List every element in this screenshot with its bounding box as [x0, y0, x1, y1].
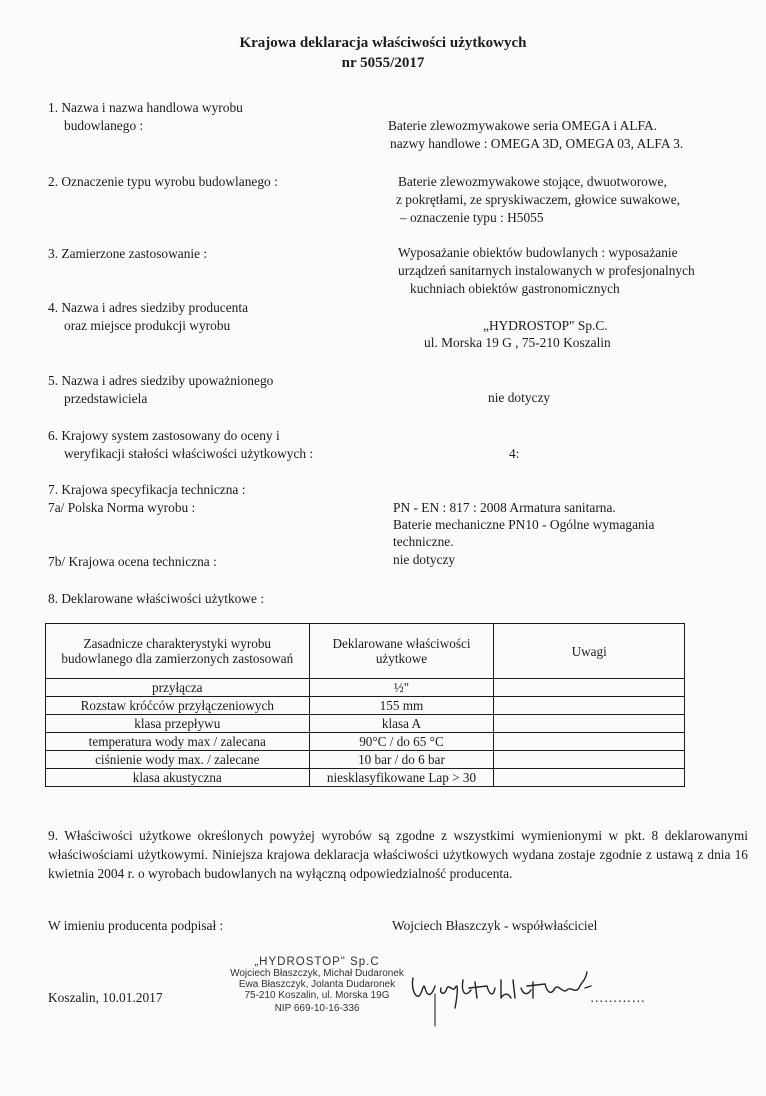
item-4-label-line2: oraz miejsce produkcji wyrobu: [64, 318, 231, 333]
row-value: 155 mm: [309, 697, 494, 715]
item-7a-label: 7a/ Polska Norma wyrobu :: [48, 500, 196, 515]
item-3-value-line1: Wyposażanie obiektów budowlanych : wyposażanie: [398, 245, 678, 260]
item-3-label: 3. Zamierzone zastosowanie :: [48, 246, 208, 261]
handwritten-signature: [405, 958, 605, 1028]
document-title: Krajowa deklaracja właściwości użytkowych: [239, 35, 527, 51]
item-5-value: nie dotyczy: [488, 390, 551, 405]
item-4-label-line1: 4. Nazwa i adres siedziby producenta: [48, 300, 249, 315]
row-note: [494, 679, 685, 697]
row-note: [494, 769, 685, 787]
properties-table: [45, 623, 685, 787]
item-5-label-line1: 5. Nazwa i adres siedziby upoważnionego: [48, 373, 274, 388]
item-6-value: 4:: [509, 446, 520, 461]
table-row: [46, 715, 685, 733]
item-6-label-line2: weryfikacji stałości właściwości użytkowych :: [64, 446, 314, 461]
row-note: [494, 715, 685, 733]
row-char: temperatura wody max / zalecana: [46, 733, 310, 751]
row-char: klasa akustyczna: [46, 769, 310, 787]
item-7a-value-line1: PN - EN : 817 : 2008 Armatura sanitarna.: [393, 500, 616, 515]
item-5-label-line2: przedstawiciela: [64, 391, 148, 406]
row-char: ciśnienie wody max. / zalecane: [46, 751, 310, 769]
item-2-label: 2. Oznaczenie typu wyrobu budowlanego :: [48, 174, 278, 189]
row-value: 10 bar / do 6 bar: [309, 751, 494, 769]
item-7b-label: 7b/ Krajowa ocena techniczna :: [48, 554, 217, 569]
item-3-value-line3: kuchniach obiektów gastronomicznych: [410, 281, 620, 296]
conformity-statement: 9. Właściwości użytkowe określonych powyżej wyrobów są zgodne z wszystkimi wymienionymi w pkt. 8 deklarowanymi właściwościami użytkowymi. Niniejsza krajowa deklaracja właściwości użytkowych wydana zostaje zgodnie z ustawą z dnia 16 kwietnia 2004 r. o wyrobach budowlanych na wyłączną odpowiedzialność producenta.: [48, 828, 748, 881]
row-value: ½": [309, 679, 494, 697]
item-3-value-line2: urządzeń sanitarnych instalowanych w profesjonalnych: [398, 263, 695, 278]
table-row: [46, 733, 685, 751]
table-row: [46, 679, 685, 697]
item-2-value-line1: Baterie zlewozmywakowe stojące, dwuotworowe,: [398, 174, 667, 189]
signer-name: Wojciech Błaszczyk - współwłaściciel: [392, 918, 598, 933]
item-8-label: 8. Deklarowane właściwości użytkowe :: [48, 591, 265, 606]
table-row: [46, 697, 685, 715]
item-2-value-line3: – oznaczenie typu : H5055: [400, 210, 544, 225]
row-note: [494, 751, 685, 769]
stamp-nip: NIP 669-10-16-336: [274, 1003, 360, 1014]
place-date: Koszalin, 10.01.2017: [48, 990, 163, 1005]
item-6-label-line1: 6. Krajowy system zastosowany do oceny i: [48, 428, 280, 443]
company-stamp: [222, 957, 412, 1014]
signed-by-label: W imieniu producenta podpisał :: [48, 918, 224, 933]
stamp-company-name: „HYDROSTOP" Sp.C: [254, 956, 380, 968]
row-char: klasa przepływu: [46, 715, 310, 733]
row-note: [494, 733, 685, 751]
row-char: przyłącza: [46, 679, 310, 697]
table-row: [46, 769, 685, 787]
stamp-owners-2: Ewa Błaszczyk, Jolanta Dudaronek: [238, 979, 396, 990]
table-header-row: [46, 624, 685, 679]
item-2-value-line2: z pokrętłami, ze spryskiwaczem, głowice suwakowe,: [396, 192, 681, 207]
table-row: [46, 751, 685, 769]
row-note: [494, 697, 685, 715]
item-7b-value: nie dotyczy: [393, 552, 456, 567]
row-value: niesklasyfikowane Lap > 30: [309, 769, 494, 787]
signature-dots: …………: [590, 990, 646, 1005]
item-1-label-line2: budowlanego :: [64, 118, 144, 133]
row-char: Rozstaw króćców przyłączeniowych: [46, 697, 310, 715]
item-4-value-line2: ul. Morska 19 G , 75-210 Koszalin: [424, 335, 611, 350]
item-7a-value-line3: techniczne.: [393, 534, 454, 549]
stamp-address: 75-210 Koszalin, ul. Morska 19G: [244, 990, 390, 1001]
item-4-value-line1: „HYDROSTOP" Sp.C.: [483, 318, 608, 333]
header-notes: Uwagi: [494, 624, 685, 679]
item-1-value-line2: nazwy handlowe : OMEGA 3D, OMEGA 03, ALFA 3.: [390, 136, 684, 151]
item-7-label: 7. Krajowa specyfikacja techniczna :: [48, 482, 246, 497]
row-value: 90°C / do 65 °C: [309, 733, 494, 751]
item-7a-value-line2: Baterie mechaniczne PN10 - Ogólne wymagania: [393, 517, 655, 532]
document-number: nr 5055/2017: [341, 55, 425, 71]
stamp-owners-1: Wojciech Błaszczyk, Michał Dudaronek: [230, 968, 404, 979]
row-value: klasa A: [309, 715, 494, 733]
header-characteristics: Zasadnicze charakterystyki wyrobu budowlanego dla zamierzonych zastosowań: [46, 624, 310, 679]
item-1-label-line1: 1. Nazwa i nazwa handlowa wyrobu: [48, 100, 243, 115]
header-declared: Deklarowane właściwości użytkowe: [309, 624, 494, 679]
item-1-value-line1: Baterie zlewozmywakowe seria OMEGA i ALFA.: [388, 118, 657, 133]
